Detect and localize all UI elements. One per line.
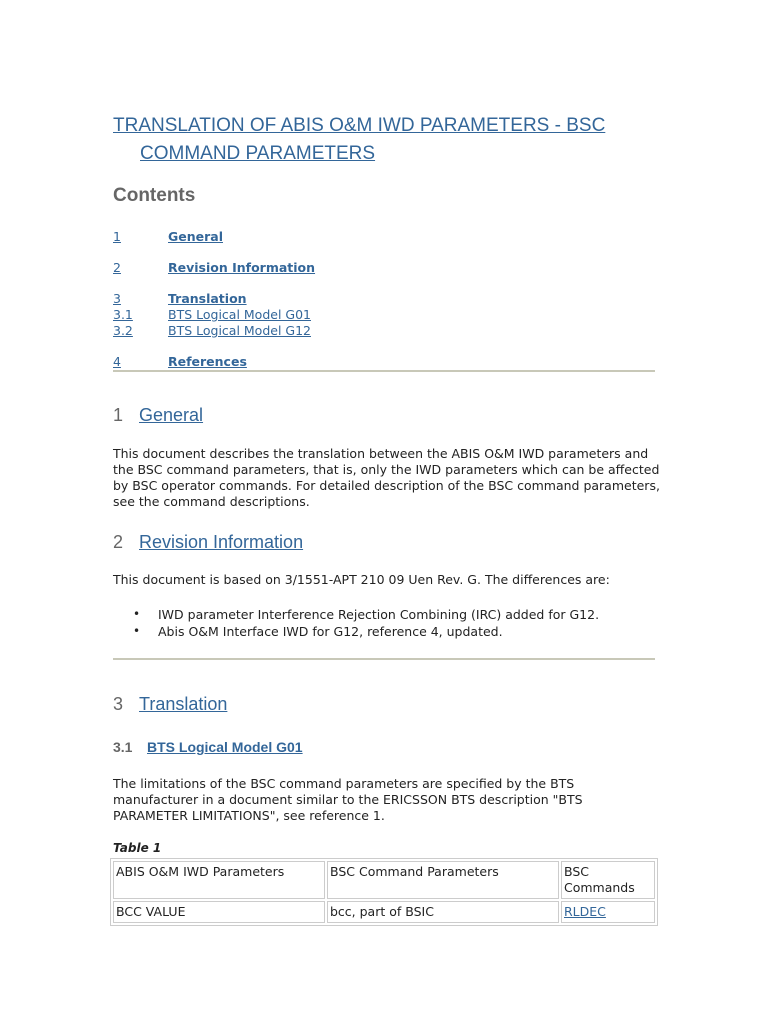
table-header-cell: ABIS O&M IWD Parameters (113, 861, 325, 899)
section-heading-revision (113, 532, 303, 553)
toc-link[interactable]: BTS Logical Model G12 (168, 323, 311, 338)
toc-number[interactable]: 1 (113, 229, 121, 244)
toc-link[interactable]: References (168, 354, 247, 369)
table-row (113, 901, 655, 923)
section-link[interactable]: General (139, 405, 204, 425)
subsection-heading-g01 (113, 739, 303, 755)
toc-number[interactable]: 4 (113, 354, 121, 369)
section-heading-general (113, 405, 203, 426)
divider (113, 658, 655, 660)
command-link[interactable]: RLDEC (564, 904, 606, 919)
section-link[interactable]: Revision Information (139, 532, 304, 552)
title-line-1: TRANSLATION OF ABIS O&M IWD PARAMETERS - BSC (113, 115, 606, 136)
table-cell: BCC VALUE (113, 901, 325, 923)
table-cell: bcc, part of BSIC (327, 901, 559, 923)
title-link[interactable] (113, 115, 673, 168)
toc-number[interactable]: 3.2 (113, 323, 133, 338)
toc-link[interactable]: Revision Information (168, 260, 316, 275)
section-heading-translation (113, 694, 227, 715)
parameter-table (110, 858, 658, 926)
table-caption: Table 1 (113, 841, 162, 855)
section-link[interactable]: Translation (139, 694, 228, 714)
toc-number[interactable]: 3.1 (113, 307, 133, 322)
subsection-link[interactable]: BTS Logical Model G01 (147, 739, 303, 755)
title-line-2: COMMAND PARAMETERS (140, 143, 376, 164)
subsection-number: 3.1 (113, 739, 133, 755)
contents-heading: Contents (113, 185, 196, 206)
table-header-row (113, 861, 655, 899)
revision-list (113, 606, 661, 640)
toc-link[interactable]: Translation (168, 291, 247, 306)
toc-link[interactable]: General (168, 229, 223, 244)
table-cell (561, 901, 655, 923)
translation-paragraph: The limitations of the BSC command parameters are specified by the BTS manufacturer in a document similar to the ERICSSON BTS description "BTS PARAMETER LIMITATIONS", see reference 1. (113, 776, 583, 823)
table-header-cell: BSC Command Parameters (327, 861, 559, 899)
section-number: 1 (113, 405, 124, 425)
toc-number[interactable]: 2 (113, 260, 121, 275)
list-item: • IWD parameter Interference Rejection Combining (IRC) added for G12. (113, 606, 661, 623)
section-number: 2 (113, 532, 124, 552)
table-header-cell: BSC Commands (561, 861, 655, 899)
revision-paragraph: This document is based on 3/1551-APT 210 09 Uen Rev. G. The differences are: (113, 572, 610, 587)
general-paragraph: This document describes the translation between the ABIS O&M IWD parameters and the BSC command parameters, that is, only the IWD parameters which can be affected by BSC operator commands. For detailed description of the BSC command parameters, see the command descriptions. (113, 446, 660, 509)
section-number: 3 (113, 694, 124, 714)
document-title (113, 112, 673, 168)
list-item: • Abis O&M Interface IWD for G12, reference 4, updated. (113, 623, 661, 640)
divider (113, 370, 655, 372)
toc-link[interactable]: BTS Logical Model G01 (168, 307, 311, 322)
toc-number[interactable]: 3 (113, 291, 121, 306)
